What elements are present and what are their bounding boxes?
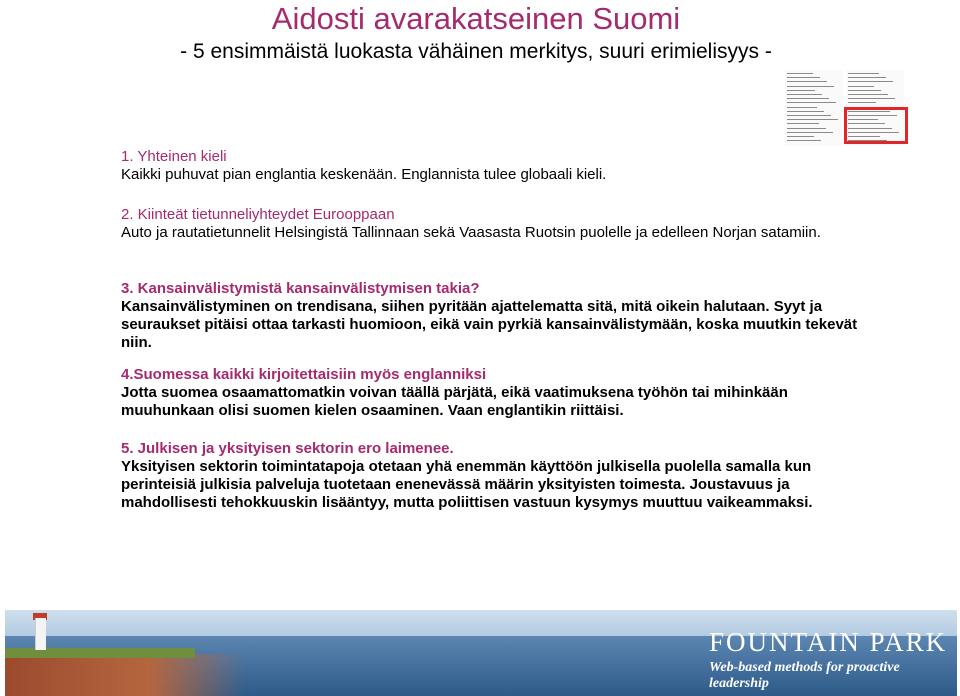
thumbnail-text-line [787,119,838,120]
thumbnail-text-line [848,73,879,74]
section-body: Jotta suomea osaamattomatkin voivan täällä pärjätä, eikä vaatimuksena työhön tai mihinkään muuhunkaan olisi suomen kielen osaaminen. Vaan englantikin riittäisi. [121,384,788,419]
section-heading: 5. Julkisen ja yksityisen sektorin ero laimenee. [121,440,454,457]
footer-banner [5,610,957,696]
thumbnail-text-line [787,128,826,129]
survey-thumbnail [785,70,911,146]
thumbnail-left-column [785,70,843,146]
thumbnail-text-line [787,77,820,78]
section-body: Auto ja rautatietunnelit Helsingistä Tallinnaan sekä Vaasasta Ruotsin puolelle ja edelleen Norjan satamiin. [121,224,821,241]
thumbnail-text-line [848,90,881,91]
thumbnail-text-line [787,98,829,99]
footer-cliff [5,654,245,696]
logo-tagline: Web-based methods for proactive leadership [709,660,900,691]
thumbnail-text-line [848,94,888,95]
section-body: Kansainvälistyminen on trendisana, siihen pyritään ajattelematta sitä, mitä oikein halutaan. Syyt ja seuraukset pitäisi ottaa tarkasti huomioon, eikä vain pyrkiä kansainvälistymään, koska muutkin tekevät niin. [121,298,858,351]
thumbnail-text-line [848,86,874,87]
thumbnail-text-line [848,98,895,99]
section-5 [121,440,881,512]
section-body: Kaikki puhuvat pian englantia keskenään. Englannista tulee globaali kieli. [121,166,607,183]
slide-title: Aidosti avarakatseinen Suomi [271,1,681,36]
thumbnail-text-line [787,111,824,112]
thumbnail-text-line [787,140,821,141]
thumbnail-text-line [848,102,876,103]
thumbnail-text-line [787,107,817,108]
section-heading: 1. Yhteinen kieli [121,148,227,165]
fountain-park-logo: FOUNTAIN PARK [709,627,948,657]
thumbnail-text-line [787,86,834,87]
thumbnail-text-line [787,102,836,103]
slide-subtitle: - 5 ensimmäistä luokasta vähäinen merkitys, suuri erimielisyys - [180,40,772,63]
section-2 [121,206,821,242]
thumbnail-highlight-box [844,107,908,144]
lighthouse-icon [35,618,46,650]
thumbnail-text-line [848,81,893,82]
thumbnail-text-line [848,77,886,78]
footer-grass [5,648,195,658]
section-3 [121,280,881,352]
section-heading: 3. Kansainvälistymistä kansainvälistymisen takia? [121,280,480,297]
thumbnail-text-line [787,73,813,74]
thumbnail-text-line [787,115,831,116]
section-heading: 2. Kiinteät tietunneliyhteydet Eurooppaan [121,206,395,223]
thumbnail-text-line [787,94,822,95]
thumbnail-text-line [787,132,833,133]
section-4 [121,366,881,420]
section-1 [121,148,606,184]
thumbnail-text-line [787,136,814,137]
thumbnail-text-line [787,90,815,91]
thumbnail-text-line [787,123,819,124]
thumbnail-text-line [787,81,827,82]
section-heading: 4.Suomessa kaikki kirjoitettaisiin myös englanniksi [121,366,487,383]
section-body: Yksityisen sektorin toimintatapoja otetaan yhä enemmän käyttöön julkisella puolella samalla kun perinteisiä julkisia palveluja tuotetaan enenevässä määrin yksityisten toimesta. Joustavuus ja mahdollisesti tehokkuuskin lisääntyy, mutta poliittisen vastuun kysymys muuttuu vaikeammaksi. [121,458,813,511]
